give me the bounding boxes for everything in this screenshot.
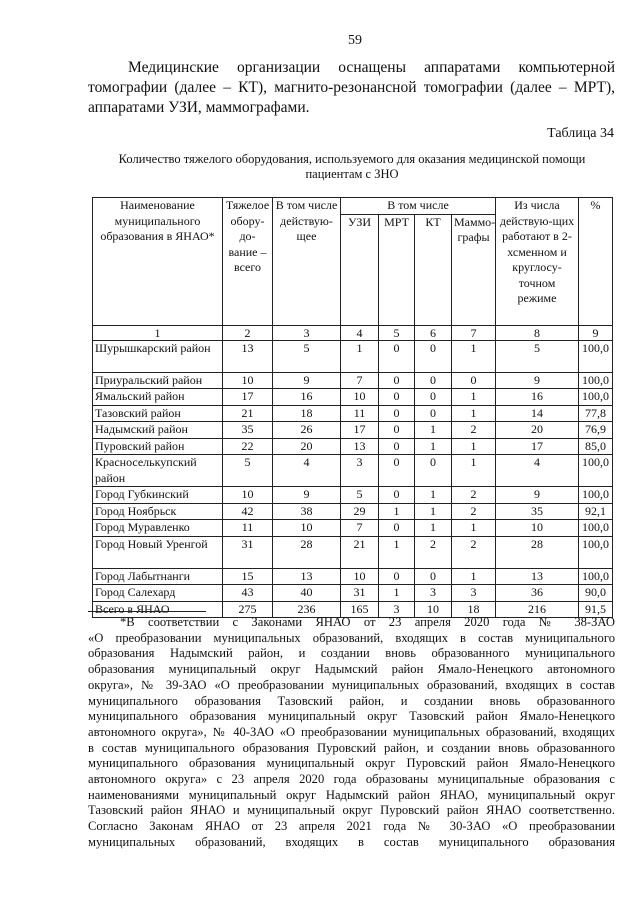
header-name: Наименование муниципального образования в ЯНАО* — [93, 198, 223, 326]
municipality-name: Тазовский район — [93, 405, 223, 422]
column-number-row — [93, 325, 613, 340]
table-row — [93, 568, 613, 585]
table-cell: 14 — [496, 405, 579, 422]
table-cell: 0 — [379, 520, 415, 537]
table-cell: 28 — [273, 536, 341, 568]
table-cell: 3 — [452, 585, 496, 602]
table-row — [93, 503, 613, 520]
header-mrt: МРТ — [379, 214, 415, 325]
table-cell: 22 — [223, 438, 273, 455]
table-cell: 1 — [379, 503, 415, 520]
table-cell: 3 — [341, 455, 379, 487]
table-cell: 216 — [496, 601, 579, 618]
intro-paragraph — [88, 58, 615, 118]
table-cell: 100,0 — [579, 487, 613, 504]
municipality-name: Всего в ЯНАО — [93, 601, 223, 618]
municipality-name: Город Губкинский — [93, 487, 223, 504]
header-total: Тяжелое обору-до-вание – всего — [223, 198, 273, 326]
table-cell: 13 — [496, 568, 579, 585]
table-cell: 17 — [496, 438, 579, 455]
footnote-line: муниципального образования Тазовский район, и создании вновь образованного — [88, 693, 615, 708]
table-cell: 42 — [223, 503, 273, 520]
column-number: 9 — [579, 325, 613, 340]
table-row — [93, 422, 613, 439]
table-cell: 0 — [415, 389, 452, 406]
table-cell: 0 — [379, 422, 415, 439]
table-cell: 28 — [496, 536, 579, 568]
column-number: 4 — [341, 325, 379, 340]
table-cell: 275 — [223, 601, 273, 618]
table-cell: 1 — [415, 520, 452, 537]
page-number: 59 — [348, 33, 362, 48]
municipality-name: Надымский район — [93, 422, 223, 439]
table-cell: 0 — [415, 405, 452, 422]
column-number: 7 — [452, 325, 496, 340]
table-cell: 15 — [223, 568, 273, 585]
table-row — [93, 585, 613, 602]
table-cell: 4 — [273, 455, 341, 487]
table-cell: 2 — [452, 503, 496, 520]
municipality-name: Город Муравленко — [93, 520, 223, 537]
table-cell: 91,5 — [579, 601, 613, 618]
table-cell: 10 — [496, 520, 579, 537]
table-cell: 10 — [273, 520, 341, 537]
table-cell: 0 — [379, 455, 415, 487]
column-number: 2 — [223, 325, 273, 340]
table-cell: 10 — [415, 601, 452, 618]
table-cell: 100,0 — [579, 536, 613, 568]
table-cell: 90,0 — [579, 585, 613, 602]
table-cell: 13 — [341, 438, 379, 455]
table-cell: 3 — [379, 601, 415, 618]
table-cell: 0 — [379, 340, 415, 372]
table-cell: 9 — [496, 487, 579, 504]
table-cell: 5 — [496, 340, 579, 372]
footnote-line: образования муниципальный округ Надымский район Ямало-Ненецкого автономного — [88, 662, 615, 677]
table-row — [93, 389, 613, 406]
footnote-line: образования Надымский район, и создании вновь образованного муниципального — [88, 646, 615, 661]
table-cell: 18 — [452, 601, 496, 618]
table-cell: 0 — [415, 455, 452, 487]
table-cell: 9 — [496, 372, 579, 389]
table-cell: 2 — [452, 422, 496, 439]
column-number: 6 — [415, 325, 452, 340]
header-uzi: УЗИ — [341, 214, 379, 325]
footnote-line: в состав муниципального образования Пуровский район, и создании вновь образованного — [88, 740, 615, 755]
intro-line: Медицинские организации оснащены аппаратами компьютерной — [128, 59, 615, 76]
municipality-name: Город Салехард — [93, 585, 223, 602]
table-cell: 1 — [379, 536, 415, 568]
table-cell: 85,0 — [579, 438, 613, 455]
footnote-line: муниципальных образований, входящих в состав муниципального образования — [88, 834, 615, 849]
table-cell: 38 — [273, 503, 341, 520]
table-cell: 35 — [223, 422, 273, 439]
table-cell: 29 — [341, 503, 379, 520]
table-cell: 36 — [496, 585, 579, 602]
table-cell: 1 — [415, 438, 452, 455]
table-cell: 1 — [341, 340, 379, 372]
table-cell: 1 — [452, 455, 496, 487]
caption-line: пациентам с ЗНО — [305, 167, 399, 181]
table-cell: 1 — [452, 438, 496, 455]
table-cell: 1 — [415, 422, 452, 439]
table-cell: 100,0 — [579, 455, 613, 487]
table-cell: 10 — [223, 372, 273, 389]
header-active: В том числе действую-щее — [273, 198, 341, 326]
footnote-line: «О преобразовании муниципальных образований, входящих в состав муниципального — [88, 630, 615, 645]
header-kt: КТ — [415, 214, 452, 325]
table-cell: 40 — [273, 585, 341, 602]
table-cell: 31 — [223, 536, 273, 568]
footnote-divider — [88, 611, 206, 612]
table-cell: 100,0 — [579, 520, 613, 537]
municipality-name: Шурышкарский район — [93, 340, 223, 372]
table-cell: 100,0 — [579, 389, 613, 406]
table-cell: 20 — [273, 438, 341, 455]
table-cell: 43 — [223, 585, 273, 602]
header-shift: Из числа действую-щих работают в 2-хсменном и круглосу-точном режиме — [496, 198, 579, 326]
table-cell: 100,0 — [579, 568, 613, 585]
footnote-line: автономного округа» с 23 апреля 2020 года образованы муниципальные образования с — [88, 772, 615, 787]
table-cell: 77,8 — [579, 405, 613, 422]
table-cell: 13 — [273, 568, 341, 585]
table-cell: 0 — [379, 487, 415, 504]
header-group: В том числе — [341, 198, 496, 215]
table-cell: 10 — [341, 389, 379, 406]
table-cell: 2 — [452, 487, 496, 504]
table-cell: 5 — [341, 487, 379, 504]
table-row — [93, 405, 613, 422]
table-cell: 10 — [341, 568, 379, 585]
table-body — [93, 325, 613, 618]
column-number: 5 — [379, 325, 415, 340]
table-cell: 1 — [452, 389, 496, 406]
table-row — [93, 455, 613, 487]
table-cell: 165 — [341, 601, 379, 618]
municipality-name: Приуральский район — [93, 372, 223, 389]
table-row — [93, 372, 613, 389]
column-number: 8 — [496, 325, 579, 340]
footnote-line: муниципального образования муниципальный округ Тазовский район Ямало-Ненецкого — [88, 709, 615, 724]
table-caption — [92, 152, 612, 182]
municipality-name: Ямальский район — [93, 389, 223, 406]
table-cell: 4 — [496, 455, 579, 487]
table-cell: 20 — [496, 422, 579, 439]
table-cell: 18 — [273, 405, 341, 422]
table-label: Таблица 34 — [547, 126, 614, 141]
table-cell: 0 — [379, 405, 415, 422]
table-cell: 2 — [415, 536, 452, 568]
intro-line: аппаратами УЗИ, маммографами. — [88, 99, 310, 116]
footnote-line: Тазовский район ЯНАО и муниципальный округ Пуровский район ЯНАО соответственно. — [88, 803, 615, 818]
footnote-line: наименованиями муниципальный округ Надымский район ЯНАО, муниципальный округ — [88, 787, 615, 802]
municipality-name: Город Ноябрьск — [93, 503, 223, 520]
table-row — [93, 438, 613, 455]
intro-line: томографии (далее – КТ), магнито-резонансной томографии (далее – МРТ), — [88, 79, 615, 96]
table-cell: 92,1 — [579, 503, 613, 520]
table-cell: 16 — [496, 389, 579, 406]
footnote-line: муниципального образования муниципальный округ Пуровский район Ямало-Ненецкого — [88, 756, 615, 771]
table-cell: 76,9 — [579, 422, 613, 439]
table-cell: 0 — [379, 389, 415, 406]
municipality-name: Красноселькупский район — [93, 455, 223, 487]
table-cell: 1 — [452, 340, 496, 372]
table-cell: 1 — [415, 503, 452, 520]
table-cell: 2 — [452, 536, 496, 568]
table-cell: 0 — [415, 340, 452, 372]
table-cell: 21 — [223, 405, 273, 422]
table-cell: 100,0 — [579, 340, 613, 372]
table-cell: 9 — [273, 487, 341, 504]
table-cell: 0 — [415, 372, 452, 389]
table-cell: 16 — [273, 389, 341, 406]
table-cell: 7 — [341, 520, 379, 537]
table-cell: 10 — [223, 487, 273, 504]
table-cell: 0 — [415, 568, 452, 585]
footnote — [88, 615, 615, 851]
table-cell: 11 — [223, 520, 273, 537]
footnote-line: Согласно Законам ЯНАО от 23 апреля 2021 года № 30-ЗАО «О преобразовании — [88, 819, 615, 834]
column-number: 1 — [93, 325, 223, 340]
table-cell: 9 — [273, 372, 341, 389]
municipality-name: Город Новый Уренгой — [93, 536, 223, 568]
table-cell: 17 — [341, 422, 379, 439]
table-cell: 31 — [341, 585, 379, 602]
table-cell: 0 — [379, 372, 415, 389]
municipality-name: Город Лабытнанги — [93, 568, 223, 585]
table-cell: 236 — [273, 601, 341, 618]
table-cell: 35 — [496, 503, 579, 520]
table-row — [93, 520, 613, 537]
table-cell: 7 — [341, 372, 379, 389]
table-row — [93, 487, 613, 504]
table-cell: 17 — [223, 389, 273, 406]
table-cell: 1 — [452, 520, 496, 537]
footnote-line: округа», № 39-ЗАО «О преобразовании муниципальных образований, входящих в состав — [88, 677, 615, 692]
header-pct: % — [579, 198, 613, 326]
table-cell: 3 — [415, 585, 452, 602]
footnote-line: автономного округа», № 40-ЗАО «О преобразовании муниципальных образований, входящих — [88, 724, 615, 739]
caption-line: Количество тяжелого оборудования, используемого для оказания медицинской помощи — [118, 152, 586, 166]
column-number: 3 — [273, 325, 341, 340]
table-cell: 13 — [223, 340, 273, 372]
table-cell: 21 — [341, 536, 379, 568]
table-cell: 100,0 — [579, 372, 613, 389]
table-cell: 1 — [415, 487, 452, 504]
table-cell: 26 — [273, 422, 341, 439]
equipment-table — [92, 197, 613, 618]
table-cell: 0 — [379, 568, 415, 585]
header-mammo: Маммо-графы — [452, 214, 496, 325]
table-row — [93, 340, 613, 372]
municipality-name: Пуровский район — [93, 438, 223, 455]
table-cell: 1 — [379, 585, 415, 602]
table-cell: 5 — [223, 455, 273, 487]
table-cell: 0 — [452, 372, 496, 389]
table-cell: 1 — [452, 568, 496, 585]
table-cell: 11 — [341, 405, 379, 422]
table-row — [93, 536, 613, 568]
table-cell: 1 — [452, 405, 496, 422]
table-cell: 5 — [273, 340, 341, 372]
footnote-line: *В соответствии с Законами ЯНАО от 23 апреля 2020 года № 38-ЗАО — [120, 615, 615, 629]
table-cell: 0 — [379, 438, 415, 455]
